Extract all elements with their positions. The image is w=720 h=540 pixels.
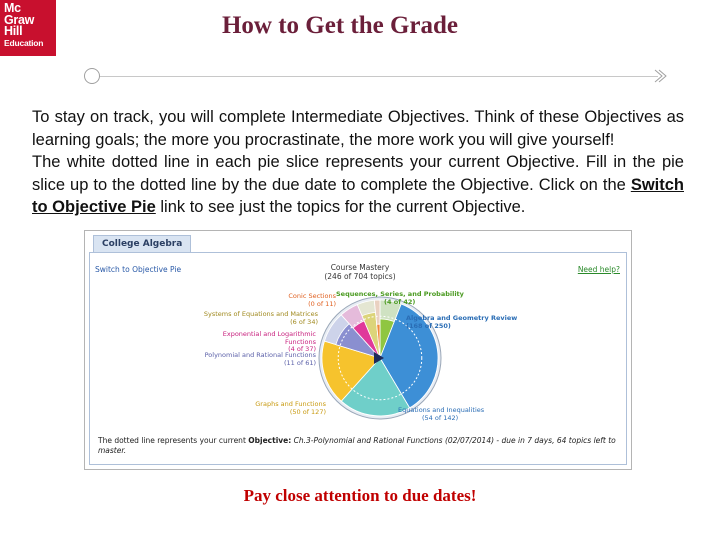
label-name: Systems of Equations and Matrices: [203, 310, 318, 318]
pie-panel: [89, 252, 627, 465]
label-name: Algebra and Geometry Review: [406, 314, 518, 322]
label-count: (4 of 37): [288, 345, 316, 353]
label-count: (6 of 34): [290, 317, 318, 326]
slide-title: How to Get the Grade: [221, 12, 459, 39]
label-sequences-series-probability[interactable]: [336, 291, 476, 306]
label-count: (11 of 61): [283, 358, 316, 367]
logo-line-4: Education: [4, 37, 44, 48]
label-count: (54 of 142): [422, 413, 459, 422]
objective-label: Objective:: [248, 436, 292, 445]
objective-note: [98, 436, 628, 456]
objective-details: Ch.3-Polynomial and Rational Functions (02/07/2014) - due in 7 days, 64 topics left to master.: [98, 436, 616, 455]
label-equations-inequalities[interactable]: [398, 407, 518, 422]
paragraph-2-end: link to see just the topics for the current Objective.: [155, 198, 526, 216]
label-conic-sections[interactable]: [276, 293, 336, 308]
logo-line-1: Mc: [4, 1, 21, 15]
due-dates-reminder: Pay close attention to due dates!: [243, 486, 477, 505]
label-polynomial-rational[interactable]: [194, 352, 316, 367]
label-graphs-and-functions[interactable]: [230, 401, 326, 416]
label-name: Conic Sections: [288, 292, 336, 300]
paragraph-2-start: The white dotted line in each pie slice represents your current Objective. Fill in the pie slice up to the dotted line by the due date to complete the Objective. Click on the: [32, 153, 684, 194]
need-help-link[interactable]: Need help?: [577, 265, 620, 274]
switch-to-objective-pie-text: Switch to Objective Pie: [32, 175, 684, 216]
label-algebra-geometry-review[interactable]: [406, 315, 546, 330]
label-name: Graphs and Functions: [255, 400, 326, 408]
label-count: (168 of 250): [406, 321, 451, 330]
divider-chevron-icon: [652, 68, 668, 84]
logo-line-3: Hill: [4, 24, 23, 38]
label-name: Equations and Inequalities: [398, 406, 485, 414]
label-count: (50 of 127): [289, 407, 326, 416]
course-pie-chart: [90, 253, 628, 467]
body-paragraph-1: To stay on track, you will complete Intermediate Objectives. Think of these Objectives as learning goals; the more you procrastinate, the more work you will give yourself!: [32, 108, 684, 149]
label-count: (0 of 11): [308, 299, 336, 308]
label-systems-equations-matrices[interactable]: [182, 311, 318, 326]
aleks-pie-screenshot: [84, 230, 632, 470]
label-count: (4 of 42): [384, 297, 416, 306]
course-mastery-title: Course Mastery: [330, 263, 390, 272]
label-name: Sequences, Series, and Probability: [336, 290, 464, 298]
label-name: Exponential and Logarithmic Functions: [222, 330, 316, 346]
objective-prefix: The dotted line represents your current: [98, 436, 249, 445]
label-name: Polynomial and Rational Functions: [204, 351, 316, 359]
header-divider: [92, 76, 658, 77]
body-paragraph-2: [32, 151, 684, 219]
divider-circle-icon: [84, 68, 100, 84]
course-mastery-count: (246 of 704 topics): [324, 272, 396, 281]
logo-line-2: Graw: [4, 12, 35, 27]
slide-body: [32, 106, 684, 219]
course-tab[interactable]: College Algebra: [93, 235, 191, 253]
switch-to-objective-pie-link[interactable]: Switch to Objective Pie: [95, 265, 182, 274]
